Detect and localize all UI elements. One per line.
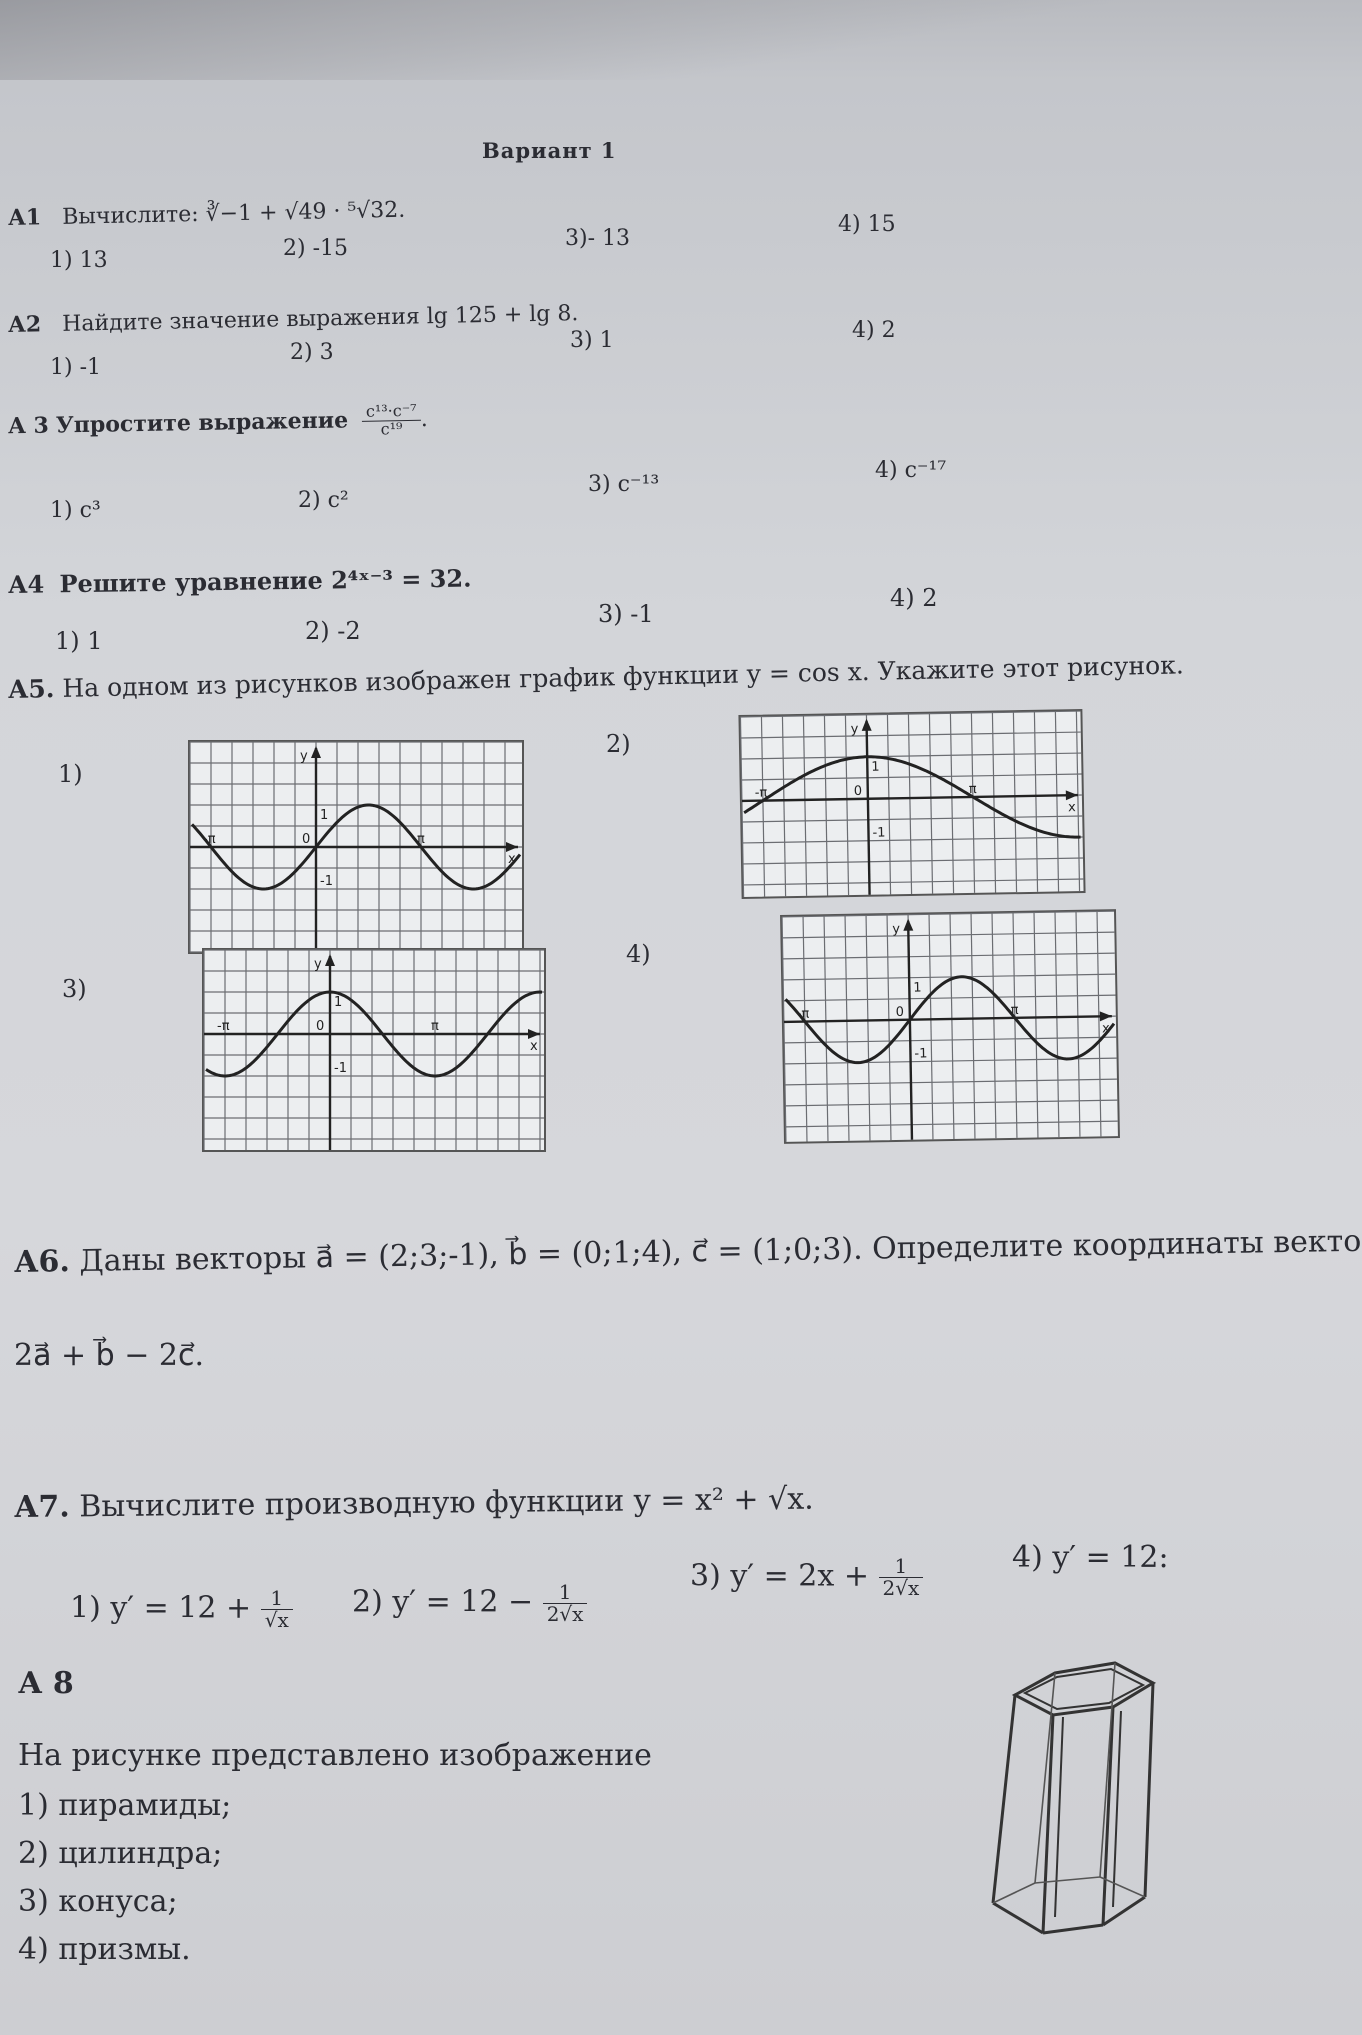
tick-label-pi: π — [417, 832, 425, 847]
grid-line — [785, 1100, 1117, 1106]
tick-label-minus-1: -1 — [320, 874, 333, 889]
a2-option-3: 3) 1 — [570, 328, 614, 353]
tick-label-pi: π — [431, 1019, 439, 1034]
y-axis-label: y — [850, 721, 859, 738]
grid-line — [743, 879, 1083, 885]
origin-label: 0 — [853, 783, 863, 800]
y-axis-arrow — [903, 919, 913, 931]
tick-label-1: 1 — [871, 759, 880, 775]
a1-option-1: 1) 13 — [50, 248, 108, 273]
a8-label: А 8 — [18, 1666, 74, 1701]
grid-line — [742, 816, 1082, 822]
a4-option-4: 4) 2 — [890, 584, 938, 612]
page-shadow — [0, 0, 1160, 80]
a2-option-1: 1) -1 — [50, 355, 102, 380]
y-axis-arrow — [311, 746, 321, 758]
origin-label: 0 — [302, 832, 311, 847]
a2-option-4: 4) 2 — [852, 318, 896, 343]
a7-label: А7. — [13, 1489, 70, 1525]
a7-text: Вычислите производную функции y = x² + √x. — [79, 1481, 814, 1525]
question-a5 — [8, 650, 1184, 704]
a3-label: А 3 — [7, 412, 50, 440]
prism-edge — [1055, 1717, 1063, 1917]
prism-edge — [1043, 1925, 1103, 1933]
a1-text: Вычислите: ∛−1 + √49 · ⁵√32. — [61, 197, 406, 230]
a4-label: А4 — [7, 569, 45, 599]
a5-option-3: 3) — [62, 975, 87, 1003]
a3-option-2: 2) c² — [298, 488, 349, 513]
question-a1 — [8, 197, 406, 231]
grid-line — [845, 916, 849, 1141]
y-axis — [867, 721, 870, 895]
a3-option-3: 3) c⁻¹³ — [588, 472, 660, 497]
grid-line — [971, 713, 974, 893]
a7-option-2-text: 2) y′ = 12 − — [352, 1584, 534, 1620]
tick-label-minus-pi: -π — [217, 1019, 230, 1034]
a3-denominator: c¹⁹ — [362, 420, 421, 439]
x-axis-arrow — [1100, 1011, 1112, 1021]
tick-label-1: 1 — [334, 995, 343, 1010]
a1-option-3: 3)- 13 — [565, 226, 631, 251]
x-axis-label: x — [508, 852, 516, 867]
grid-line — [784, 995, 1116, 1001]
grid-line — [992, 713, 995, 893]
prism-edge — [1113, 1711, 1121, 1907]
grid-line — [782, 911, 1114, 917]
grid-line — [929, 914, 933, 1139]
tick-label-1: 1 — [913, 980, 922, 996]
question-a3: А 3 Упростите выражение $\frac{\text{c¹³·c⁻⁷}}{\text{c¹⁹}}$ . — [7, 400, 429, 440]
question-a2 — [8, 300, 579, 338]
a3-fraction — [362, 400, 421, 439]
a8-option-2: 2) цилиндра; — [18, 1836, 223, 1871]
grid-line — [1055, 711, 1058, 891]
x-axis-arrow — [528, 1029, 540, 1039]
grid-line — [784, 1037, 1116, 1043]
grid-line — [786, 1121, 1118, 1127]
a7-o2-den: 2√x — [543, 1603, 588, 1625]
a5-label: А5. — [7, 674, 55, 704]
hexagonal-prism-figure — [985, 1655, 1160, 1945]
a3-numerator: c¹³·c⁻⁷ — [365, 400, 417, 421]
prism-edge — [1145, 1683, 1153, 1897]
a1-option-4: 4) 15 — [838, 212, 896, 237]
a4-text: Решите уравнение 2⁴ˣ⁻³ = 32. — [59, 563, 472, 599]
a7-o3-den: 2√x — [879, 1577, 924, 1599]
prism-edge — [993, 1903, 1043, 1933]
grid-line — [1034, 712, 1037, 892]
grid-line — [992, 913, 996, 1138]
a6-label: А6. — [13, 1244, 71, 1280]
tick-label-minus-pi: -π — [203, 832, 216, 847]
a7-option-1-text: 1) y′ = 12 + — [70, 1590, 252, 1626]
a5-option-2: 2) — [606, 730, 631, 758]
a3-option-4: 4) c⁻¹⁷ — [875, 458, 947, 483]
a7-option-2-fraction — [543, 1582, 588, 1625]
tick-label-minus-pi: -π — [796, 1006, 810, 1022]
a5-text: На одном из рисунков изображен график функции y = cos x. Укажите этот рисунок. — [62, 650, 1185, 703]
prism-top-face — [1015, 1663, 1153, 1715]
grid-line — [1097, 911, 1101, 1136]
grid-line — [908, 714, 911, 894]
grid-line — [950, 914, 954, 1139]
x-axis — [784, 1016, 1112, 1022]
tick-label-minus-pi: -π — [754, 785, 768, 801]
a7-option-3 — [690, 1556, 923, 1599]
grid-line — [971, 914, 975, 1139]
a2-label: А2 — [7, 311, 42, 338]
a5-graph-1[interactable] — [188, 740, 524, 954]
y-axis-arrow — [325, 954, 335, 966]
a8-text: На рисунке представлено изображение — [18, 1738, 652, 1773]
grid-line — [1076, 711, 1079, 891]
grid-line — [782, 932, 1114, 938]
grid-line — [887, 915, 891, 1140]
grid-line — [741, 753, 1081, 759]
question-a7 — [14, 1482, 814, 1525]
y-axis — [908, 921, 912, 1140]
prism-hidden-edge — [993, 1883, 1035, 1903]
y-axis-label: y — [300, 749, 308, 764]
grid-line — [866, 915, 870, 1140]
grid-line — [887, 714, 890, 894]
a8-option-3: 3) конуса; — [18, 1884, 178, 1919]
grid-line — [761, 717, 764, 897]
tick-label-pi: π — [968, 781, 977, 798]
grid-line — [845, 715, 848, 895]
grid-line — [803, 917, 807, 1142]
a2-text: Найдите значение выражения lg 125 + lg 8. — [61, 301, 579, 337]
a6-text: Даны векторы a⃗ = (2;3;-1), b⃗ = (0;1;4), c⃗ = (1;0;3). Определите координаты векто — [79, 1223, 1362, 1279]
a5-graph-4[interactable] — [780, 909, 1120, 1144]
a6-expression: 2a⃗ + b⃗ − 2c⃗. — [14, 1338, 205, 1373]
tick-label-minus-1: -1 — [872, 825, 886, 841]
grid-line — [803, 716, 806, 896]
grid-line — [1055, 912, 1059, 1137]
a7-o1-num: 1 — [270, 1586, 284, 1610]
a7-option-3-fraction — [879, 1556, 924, 1599]
a3-option-1: 1) c³ — [50, 498, 101, 523]
grid-line — [740, 717, 743, 897]
tick-label-minus-1: -1 — [334, 1061, 347, 1076]
a5-option-1: 1) — [58, 760, 83, 788]
grid-line — [929, 714, 932, 894]
a7-o3-num: 1 — [894, 1554, 908, 1578]
origin-label: 0 — [895, 1004, 905, 1020]
a7-option-1-fraction — [261, 1588, 293, 1631]
grid-line — [950, 713, 953, 893]
x-axis-label: x — [1101, 1021, 1110, 1037]
tick-label-minus-1: -1 — [914, 1046, 928, 1062]
grid-line — [741, 732, 1081, 738]
a7-option-4: 4) y′ = 12: — [1012, 1540, 1169, 1575]
grid-line — [1010, 913, 1019, 1138]
a1-label: А1 — [7, 204, 42, 231]
a8-option-4: 4) призмы. — [18, 1932, 191, 1967]
grid-line — [824, 716, 827, 896]
x-axis-arrow — [506, 842, 518, 852]
prism-top-inner — [1025, 1669, 1143, 1709]
grid-line — [1076, 912, 1080, 1137]
x-axis-arrow — [1066, 790, 1078, 800]
variant-header: Вариант 1 — [482, 138, 617, 163]
a7-option-2 — [352, 1582, 587, 1625]
prism-hidden-edge — [1100, 1877, 1145, 1897]
grid-line — [743, 858, 1083, 864]
a7-o1-den: √x — [261, 1609, 293, 1631]
tick-label-pi: π — [1010, 1002, 1019, 1018]
a5-graph-2[interactable] — [738, 709, 1085, 899]
y-axis-label: y — [892, 921, 901, 937]
a5-graph-3[interactable] — [202, 948, 546, 1152]
prism-edge — [1103, 1897, 1145, 1925]
grid-line — [743, 837, 1083, 843]
a5-option-4: 4) — [626, 940, 651, 968]
a4-option-1: 1) 1 — [55, 627, 103, 655]
x-axis-label: x — [530, 1039, 538, 1054]
grid-line — [742, 774, 1082, 780]
a8-option-1: 1) пирамиды; — [18, 1788, 232, 1823]
tick-label-1: 1 — [320, 808, 329, 823]
origin-label: 0 — [316, 1019, 325, 1034]
question-a6 — [14, 1224, 1362, 1280]
grid-line — [782, 716, 785, 896]
a4-option-3: 3) -1 — [598, 600, 654, 628]
grid-line — [782, 917, 786, 1142]
question-a4 — [8, 564, 472, 599]
grid-line — [1034, 913, 1038, 1138]
x-axis-label: x — [1067, 800, 1076, 816]
prism-hidden-edge — [1035, 1673, 1055, 1883]
prism-edge — [993, 1695, 1015, 1903]
a1-option-2: 2) -15 — [283, 236, 349, 261]
y-axis-arrow — [862, 719, 872, 731]
grid-line — [740, 711, 1080, 717]
grid-line — [785, 1079, 1117, 1085]
grid-line — [783, 953, 1115, 959]
a4-option-2: 2) -2 — [305, 617, 361, 645]
grid-line — [1013, 712, 1016, 892]
y-axis-label: y — [314, 957, 322, 972]
a7-option-3-text: 3) y′ = 2x + — [690, 1558, 869, 1594]
a7-o2-num: 1 — [558, 1580, 572, 1604]
a2-option-2: 2) 3 — [290, 340, 334, 365]
grid-line — [824, 916, 828, 1141]
a7-option-1 — [70, 1588, 293, 1631]
a3-text: Упростите выражение — [55, 407, 349, 439]
